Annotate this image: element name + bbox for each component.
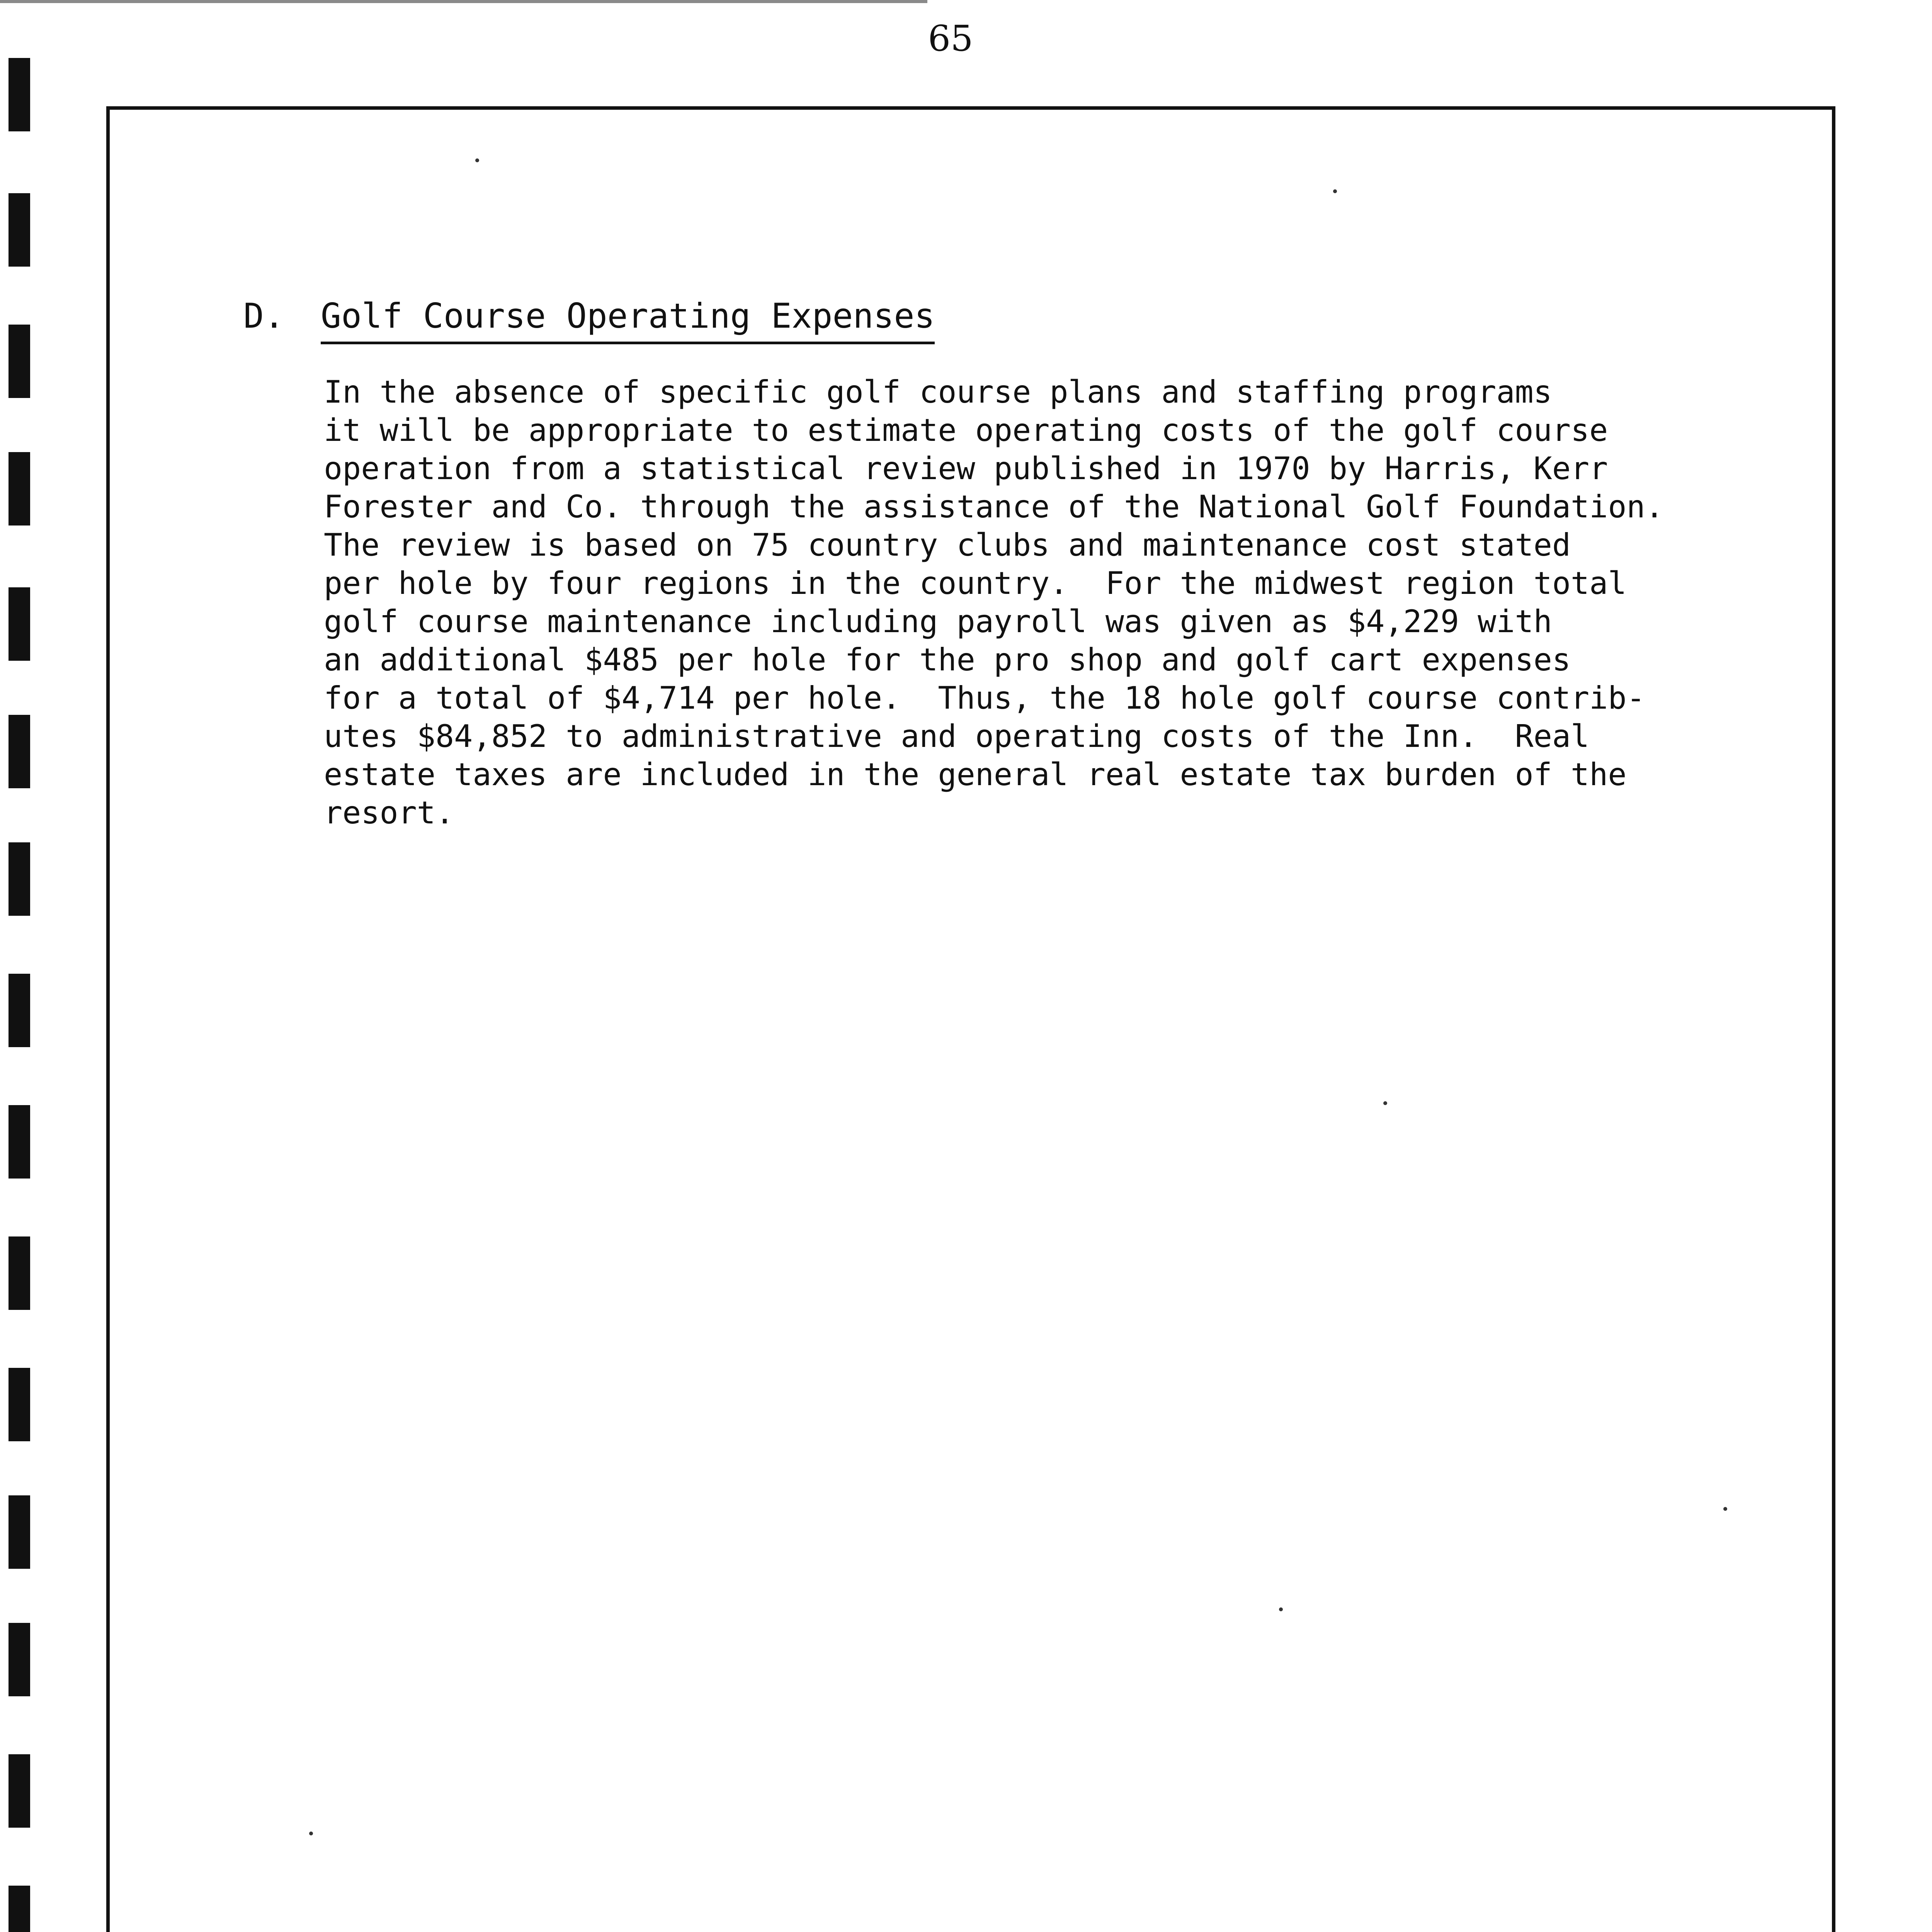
binding-marks (9, 0, 32, 1932)
binding-mark (9, 1623, 30, 1696)
binding-mark (9, 58, 30, 131)
binding-mark (9, 1495, 30, 1569)
binding-mark (9, 1368, 30, 1441)
paragraph-line: golf course maintenance including payroll was given as $4,229 with (324, 604, 1552, 639)
scan-speck (1279, 1607, 1283, 1611)
binding-mark (9, 587, 30, 661)
binding-mark (9, 1236, 30, 1310)
binding-mark (9, 1754, 30, 1828)
binding-mark (9, 974, 30, 1047)
paragraph-line: for a total of $4,714 per hole. Thus, the 18 hole golf course contrib- (324, 680, 1645, 716)
binding-mark (9, 1105, 30, 1179)
paragraph-line: estate taxes are included in the general real estate tax burden of the (324, 757, 1627, 793)
binding-mark (9, 325, 30, 398)
scan-speck (309, 1832, 313, 1835)
scan-speck (475, 158, 479, 162)
binding-mark (9, 193, 30, 267)
binding-mark (9, 715, 30, 788)
paragraph-line: an additional $485 per hole for the pro shop and golf cart expenses (324, 642, 1571, 678)
section-title: Golf Course Operating Expenses (321, 293, 935, 344)
binding-mark (9, 452, 30, 526)
page-number: 65 (928, 18, 973, 59)
scan-speck (1383, 1101, 1387, 1105)
binding-mark (9, 842, 30, 916)
scan-speck (1723, 1507, 1727, 1511)
paragraph-line: The review is based on 75 country clubs and maintenance cost stated (324, 527, 1571, 563)
binding-mark (9, 1886, 30, 1932)
scan-speck (1333, 189, 1337, 193)
paragraph-line: operation from a statistical review published in 1970 by Harris, Kerr (324, 451, 1608, 486)
paragraph-line: Forester and Co. through the assistance of the National Golf Foundation. (324, 489, 1664, 525)
paragraph-line: it will be appropriate to estimate operating costs of the golf course (324, 412, 1608, 448)
paragraph-line: utes $84,852 to administrative and operating costs of the Inn. Real (324, 718, 1590, 754)
paragraph-line: per hole by four regions in the country. For the midwest region total (324, 565, 1627, 601)
section-heading (243, 293, 935, 344)
paragraph-line: In the absence of specific golf course plans and staffing programs (324, 374, 1552, 410)
paragraph-line: resort. (324, 795, 454, 831)
body-paragraph (324, 373, 1753, 832)
scan-top-edge (0, 0, 927, 3)
section-letter: D. (243, 296, 284, 336)
